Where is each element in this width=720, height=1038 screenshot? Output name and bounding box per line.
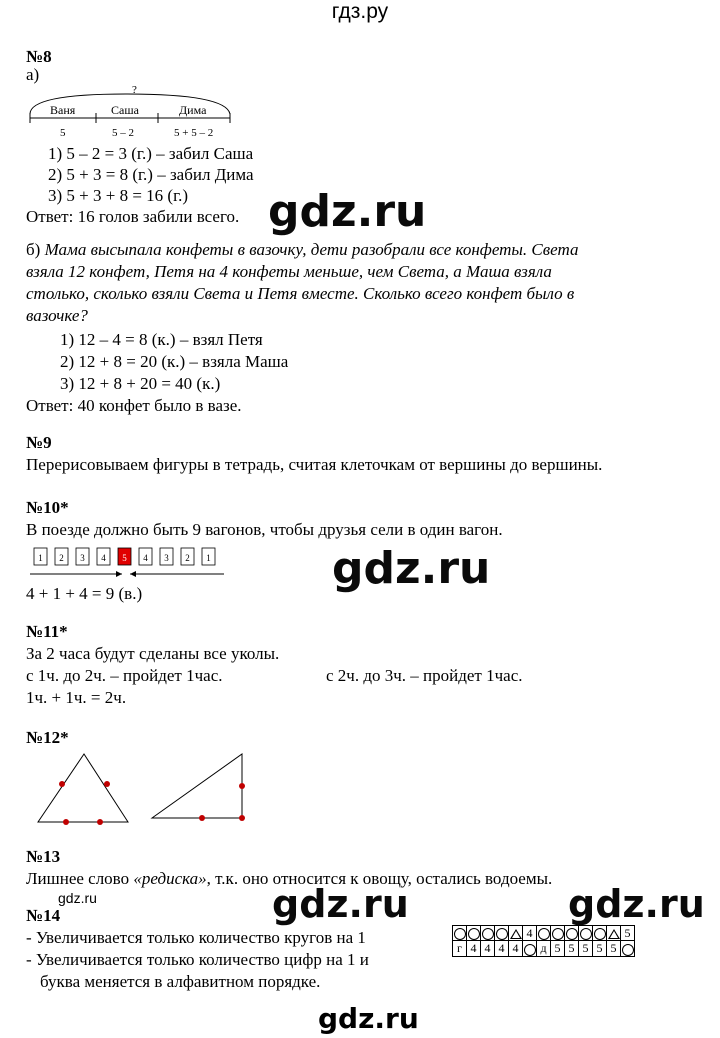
sequence-cell: 5 (621, 926, 635, 941)
sequence-cell (537, 926, 551, 941)
vertex-dot (63, 819, 69, 825)
circle-icon (594, 928, 606, 940)
diagram-question: ? (132, 84, 137, 96)
vertex-dot (239, 815, 245, 821)
sequence-cell: 5 (565, 941, 579, 956)
task10-text: В поезде должно быть 9 вагонов, чтобы друзья сели в один вагон. (26, 520, 503, 539)
triangle-icon (608, 929, 620, 939)
sequence-cell: 5 (593, 941, 607, 956)
sequence-cell (593, 926, 607, 941)
wagon-number: 5 (122, 553, 127, 563)
circle-icon (496, 928, 508, 940)
diagram-segment-value: 5 – 2 (112, 127, 134, 139)
task10-number: №10* (26, 498, 69, 517)
task11-number: №11* (26, 622, 68, 641)
isosceles-triangle (38, 754, 128, 822)
task8-step: 1) 5 – 2 = 3 (г.) – забил Саша (48, 144, 254, 163)
task8-part-b-text: взяла 12 конфет, Петя на 4 конфеты меньше, чем Света, а Маша взяла (26, 262, 552, 281)
diagram-segment-value: 5 + 5 – 2 (174, 127, 214, 139)
sequence-cell (565, 926, 579, 941)
sequence-cell (467, 926, 481, 941)
task8-part-b-line (26, 240, 578, 260)
sequence-cell: 4 (467, 941, 481, 956)
wagon-number: 4 (143, 553, 148, 563)
sequence-cell: 5 (579, 941, 593, 956)
task11-line: 1ч. + 1ч. = 2ч. (26, 688, 127, 707)
wagon-number: 2 (59, 553, 64, 563)
task14-line: - Увеличивается только количество кругов на 1 (26, 928, 366, 947)
task8-part-b-text: Мама высыпала конфеты в вазочку, дети разобрали все конфеты. Света (44, 240, 579, 259)
watermark: gdz.ru (568, 882, 705, 926)
sequence-cell: 5 (607, 941, 621, 956)
task8-segment-diagram (26, 84, 256, 142)
sequence-cell (495, 926, 509, 941)
task12-number: №12* (26, 728, 69, 747)
wagon-number: 3 (80, 553, 85, 563)
task8-number: №8 (26, 47, 52, 66)
circle-icon (622, 944, 634, 956)
vertex-dot (199, 815, 205, 821)
sequence-row (453, 941, 635, 956)
vertex-dot (104, 781, 110, 787)
task8-step: 2) 12 + 8 = 20 (к.) – взяла Маша (60, 352, 289, 371)
train-diagram (26, 546, 236, 586)
task14-sequence-table (452, 925, 635, 957)
task13-text-before: Лишнее слово (26, 869, 134, 888)
task8-step: 3) 12 + 8 + 20 = 40 (к.) (60, 374, 221, 393)
circle-icon (580, 928, 592, 940)
task8-step: 3) 5 + 3 + 8 = 16 (г.) (48, 186, 189, 205)
site-header[interactable]: гдз.ру (331, 0, 389, 23)
circle-icon (538, 928, 550, 940)
sequence-cell: 4 (523, 926, 537, 941)
wagon-number: 4 (101, 553, 106, 563)
sequence-cell: 4 (495, 941, 509, 956)
right-triangle (152, 754, 242, 818)
diagram-segment-label: Дима (179, 103, 207, 117)
wagon-number: 2 (185, 553, 190, 563)
task14-line: буква меняется в алфавитном порядке. (40, 972, 321, 991)
circle-icon (524, 944, 536, 956)
task8-part-b-text: вазочке? (26, 306, 88, 325)
task8-answer-b: Ответ: 40 конфет было в вазе. (26, 396, 242, 415)
sequence-cell: д (537, 941, 551, 956)
vertex-dot (239, 783, 245, 789)
task9-text: Перерисовываем фигуры в тетрадь, считая клеточкам от вершины до вершины. (26, 455, 603, 474)
task11-line-left: с 1ч. до 2ч. – пройдет 1час. (26, 666, 223, 685)
task11-line: За 2 часа будут сделаны все уколы. (26, 644, 280, 663)
task8-part-a-label: а) (26, 65, 40, 84)
vertex-dot (97, 819, 103, 825)
vertex-dot (59, 781, 65, 787)
circle-icon (468, 928, 480, 940)
task14-line: - Увеличивается только количество цифр на 1 и (26, 950, 369, 969)
sequence-cell: 5 (551, 941, 565, 956)
watermark-small: gdz.ru (58, 890, 97, 906)
watermark: gdz.ru (272, 882, 409, 926)
task9-number: №9 (26, 433, 52, 452)
task8-answer-a: Ответ: 16 голов забили всего. (26, 207, 240, 226)
sequence-cell: 4 (509, 941, 523, 956)
wagon-number: 1 (38, 553, 43, 563)
circle-icon (454, 928, 466, 940)
sequence-cell (453, 926, 467, 941)
sequence-cell (607, 926, 621, 941)
wagon-number: 1 (206, 553, 211, 563)
sequence-cell (551, 926, 565, 941)
task8-step: 1) 12 – 4 = 8 (к.) – взял Петя (60, 330, 263, 349)
sequence-row (453, 926, 635, 941)
task8-part-b-label: б) (26, 240, 41, 259)
task13-text-after: , т.к. оно относится к овощу, остались водоемы. (206, 869, 553, 888)
circle-icon (482, 928, 494, 940)
task8-part-b-text: столько, сколько взяли Света и Петя вместе. Сколько всего конфет было в (26, 284, 575, 303)
task13-text-italic: «редиска» (133, 869, 207, 888)
watermark: gdz.ru (268, 186, 427, 237)
sequence-cell: г (453, 941, 467, 956)
left-arrowhead (116, 571, 122, 577)
task10-equation: 4 + 1 + 4 = 9 (в.) (26, 584, 143, 603)
sequence-cell (509, 926, 523, 941)
diagram-segment-label: Ваня (50, 103, 76, 117)
task12-triangles (30, 750, 260, 830)
footer-watermark: gdz.ru (318, 1002, 419, 1035)
sequence-cell (621, 941, 635, 956)
diagram-segment-value: 5 (60, 127, 66, 139)
task8-step: 2) 5 + 3 = 8 (г.) – забил Дима (48, 165, 254, 184)
sequence-cell: 4 (481, 941, 495, 956)
task14-number: №14 (26, 906, 61, 925)
triangle-icon (510, 929, 522, 939)
diagram-segment-label: Саша (111, 103, 139, 117)
watermark: gdz.ru (332, 543, 491, 594)
task13-number: №13 (26, 847, 61, 866)
circle-icon (566, 928, 578, 940)
circle-icon (552, 928, 564, 940)
sequence-cell (481, 926, 495, 941)
wagon-number: 3 (164, 553, 169, 563)
right-arrowhead (130, 571, 136, 577)
task11-line-right: с 2ч. до 3ч. – пройдет 1час. (326, 666, 523, 685)
sequence-cell (579, 926, 593, 941)
sequence-cell (523, 941, 537, 956)
